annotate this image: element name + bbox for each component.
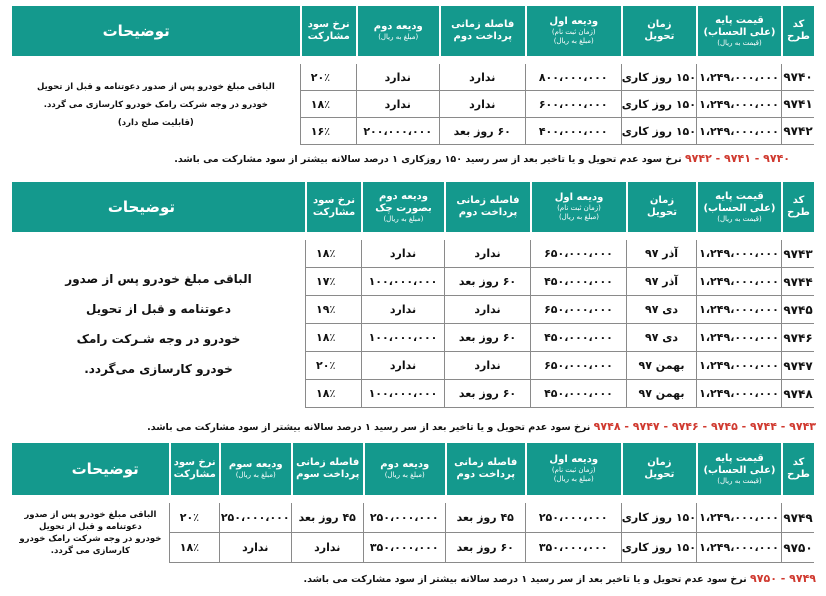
base-price: ۱،۲۴۹،۰۰۰،۰۰۰ <box>696 503 781 533</box>
note-codes: ۹۷۴۰ - ۹۷۴۱ - ۹۷۴۲ <box>684 152 790 165</box>
header-first-deposit: ودیعه اول (زمان ثبت نام) (مبلغ به ریال) <box>530 182 626 232</box>
table-3-note <box>303 572 816 585</box>
header-delivery: زمان تحویل <box>626 182 696 232</box>
delivery-time: ۱۵۰ روز کاری <box>621 533 696 563</box>
delivery-time: ۱۵۰ روز کاری <box>621 91 696 118</box>
plan-code: ۹۷۴۹ <box>781 503 814 533</box>
header-rate: نرخ سود مشارکت <box>300 6 356 56</box>
first-deposit: ۶۵۰،۰۰۰،۰۰۰ <box>530 240 626 268</box>
second-interval: ندارد <box>444 240 530 268</box>
second-deposit: ندارد <box>361 240 444 268</box>
second-deposit: ۲۵۰،۰۰۰،۰۰۰ <box>363 503 445 533</box>
second-interval: ندارد <box>439 91 525 118</box>
base-price: ۱،۲۴۹،۰۰۰،۰۰۰ <box>696 64 781 91</box>
second-interval: ۶۰ روز بعد <box>444 268 530 296</box>
profit-rate: ۱۹٪ <box>305 296 361 324</box>
first-deposit: ۸۰۰،۰۰۰،۰۰۰ <box>525 64 621 91</box>
profit-rate: ۲۰٪ <box>300 64 356 91</box>
header-second-deposit: ودیعه دوم بصورت چک (مبلغ به ریال) <box>361 182 444 232</box>
second-deposit: ۱۰۰،۰۰۰،۰۰۰ <box>361 380 444 408</box>
plan-code: ۹۷۴۸ <box>781 380 814 408</box>
note-text: نرخ سود عدم تحویل و یا تاخیر بعد از سر رسید ۱ درصد سالانه بیشتر از سود مشارکت می باشد. <box>303 574 751 585</box>
second-interval: ندارد <box>444 352 530 380</box>
table-row <box>12 240 814 268</box>
header-code: کد طرح <box>781 6 814 56</box>
profit-rate: ۱۸٪ <box>169 533 219 563</box>
header-second-interval: فاصله زمانی پرداخت دوم <box>445 443 525 495</box>
header-base-price: قیمت پایه (علی الحساب) (قیمت به ریال) <box>696 6 781 56</box>
table-3-header <box>12 443 814 495</box>
table-2-header <box>12 182 814 232</box>
profit-rate: ۱۸٪ <box>300 91 356 118</box>
note-text: نرخ سود عدم تحویل و یا تاخیر بعد از سر رسید ۱ درصد سالانه بیشتر از سود مشارکت می باشد. <box>147 422 594 433</box>
header-first-deposit: ودیعه اول (زمان ثبت نام) (مبلغ به ریال) <box>525 6 621 56</box>
table-2-note <box>147 420 816 433</box>
delivery-time: ۱۵۰ روز کاری <box>621 503 696 533</box>
delivery-time: آذر ۹۷ <box>626 240 696 268</box>
note-codes: ۹۷۴۹ - ۹۷۵۰ <box>750 572 816 585</box>
profit-rate: ۱۸٪ <box>305 240 361 268</box>
plan-code: ۹۷۴۷ <box>781 352 814 380</box>
header-second-deposit: ودیعه دوم (مبلغ به ریال) <box>356 6 439 56</box>
second-deposit: ندارد <box>361 352 444 380</box>
third-deposit: ۲۵۰،۰۰۰،۰۰۰ <box>219 503 291 533</box>
base-price: ۱،۲۴۹،۰۰۰،۰۰۰ <box>696 240 781 268</box>
header-delivery: زمان تحویل <box>621 6 696 56</box>
note-text: نرخ سود عدم تحویل و یا تاخیر بعد از سر رسید ۱۵۰ روزکاری ۱ درصد سالانه بیشتر از سود مشارکت می باشد. <box>174 154 685 165</box>
base-price: ۱،۲۴۹،۰۰۰،۰۰۰ <box>696 118 781 145</box>
profit-rate: ۱۸٪ <box>305 380 361 408</box>
profit-rate: ۱۶٪ <box>300 118 356 145</box>
plan-code: ۹۷۴۵ <box>781 296 814 324</box>
header-second-deposit: ودیعه دوم (مبلغ به ریال) <box>363 443 445 495</box>
plan-code: ۹۷۵۰ <box>781 533 814 563</box>
delivery-time: آذر ۹۷ <box>626 268 696 296</box>
header-description: توضیحات <box>12 182 305 232</box>
third-interval: ۴۵ روز بعد <box>291 503 363 533</box>
header-base-price: قیمت پایه (علی الحساب) (قیمت به ریال) <box>696 443 781 495</box>
delivery-time: بهمن ۹۷ <box>626 380 696 408</box>
plan-table-1 <box>12 6 814 145</box>
second-deposit: ندارد <box>361 296 444 324</box>
header-third-interval: فاصله زمانی پرداخت سوم <box>291 443 363 495</box>
table-1-note <box>174 152 790 165</box>
second-interval: ۶۰ روز بعد <box>439 118 525 145</box>
second-deposit: ندارد <box>356 91 439 118</box>
plan-code: ۹۷۴۶ <box>781 324 814 352</box>
delivery-time: دی ۹۷ <box>626 296 696 324</box>
description: الباقی مبلغ خودرو پس از صدور دعوتنامه و قبل از تحویل خودرو در وجه شـرکت رامک خودرو کارسازی می‌گردد. <box>65 272 252 376</box>
plan-code: ۹۷۴۲ <box>781 118 814 145</box>
table-1-header <box>12 6 814 56</box>
table-row <box>12 64 814 91</box>
second-interval: ۶۰ روز بعد <box>444 380 530 408</box>
header-code: کد طرح <box>781 182 814 232</box>
header-rate: نرخ سود مشارکت <box>169 443 219 495</box>
second-interval: ندارد <box>439 64 525 91</box>
base-price: ۱،۲۴۹،۰۰۰،۰۰۰ <box>696 324 781 352</box>
profit-rate: ۱۸٪ <box>305 324 361 352</box>
first-deposit: ۳۵۰،۰۰۰،۰۰۰ <box>525 533 621 563</box>
second-interval: ۶۰ روز بعد <box>444 324 530 352</box>
table-row <box>12 503 814 533</box>
header-first-deposit: ودیعه اول (زمان ثبت نام) (مبلغ به ریال) <box>525 443 621 495</box>
second-deposit: ۳۵۰،۰۰۰،۰۰۰ <box>363 533 445 563</box>
plan-code: ۹۷۴۰ <box>781 64 814 91</box>
first-deposit: ۴۵۰،۰۰۰،۰۰۰ <box>530 268 626 296</box>
plan-table-3 <box>12 443 814 563</box>
first-deposit: ۴۵۰،۰۰۰،۰۰۰ <box>530 380 626 408</box>
plan-code: ۹۷۴۳ <box>781 240 814 268</box>
second-interval: ندارد <box>444 296 530 324</box>
profit-rate: ۲۰٪ <box>169 503 219 533</box>
first-deposit: ۶۵۰،۰۰۰،۰۰۰ <box>530 296 626 324</box>
header-delivery: زمان تحویل <box>621 443 696 495</box>
second-interval: ۶۰ روز بعد <box>445 533 525 563</box>
base-price: ۱،۲۴۹،۰۰۰،۰۰۰ <box>696 533 781 563</box>
base-price: ۱،۲۴۹،۰۰۰،۰۰۰ <box>696 352 781 380</box>
profit-rate: ۲۰٪ <box>305 352 361 380</box>
note-codes: ۹۷۴۳ - ۹۷۴۴ - ۹۷۴۵ - ۹۷۴۶ - ۹۷۴۷ - ۹۷۴۸ <box>593 420 816 433</box>
first-deposit: ۶۵۰،۰۰۰،۰۰۰ <box>530 352 626 380</box>
description: الباقی مبلغ خودرو پس از صدور دعوتنامه و قبل از تحویل خودرو در وجه شرکت رامک خودرو کارسازی می گردد. <box>19 510 162 556</box>
delivery-time: ۱۵۰ روز کاری <box>621 64 696 91</box>
header-description: توضیحات <box>12 443 169 495</box>
second-deposit: ۲۰۰،۰۰۰،۰۰۰ <box>356 118 439 145</box>
header-rate: نرخ سود مشارکت <box>305 182 361 232</box>
delivery-time: بهمن ۹۷ <box>626 352 696 380</box>
header-third-deposit: ودیعه سوم (مبلغ به ریال) <box>219 443 291 495</box>
base-price: ۱،۲۴۹،۰۰۰،۰۰۰ <box>696 296 781 324</box>
second-deposit: ندارد <box>356 64 439 91</box>
first-deposit: ۲۵۰،۰۰۰،۰۰۰ <box>525 503 621 533</box>
first-deposit: ۴۵۰،۰۰۰،۰۰۰ <box>530 324 626 352</box>
base-price: ۱،۲۴۹،۰۰۰،۰۰۰ <box>696 380 781 408</box>
base-price: ۱،۲۴۹،۰۰۰،۰۰۰ <box>696 91 781 118</box>
first-deposit: ۶۰۰،۰۰۰،۰۰۰ <box>525 91 621 118</box>
header-code: کد طرح <box>781 443 814 495</box>
header-second-interval: فاصله زمانی پرداخت دوم <box>439 6 525 56</box>
base-price: ۱،۲۴۹،۰۰۰،۰۰۰ <box>696 268 781 296</box>
header-second-interval: فاصله زمانی پرداخت دوم <box>444 182 530 232</box>
header-description: توضیحات <box>12 6 300 56</box>
delivery-time: دی ۹۷ <box>626 324 696 352</box>
plan-table-2 <box>12 182 814 408</box>
third-deposit: ندارد <box>219 533 291 563</box>
first-deposit: ۴۰۰،۰۰۰،۰۰۰ <box>525 118 621 145</box>
second-deposit: ۱۰۰،۰۰۰،۰۰۰ <box>361 324 444 352</box>
plan-code: ۹۷۴۱ <box>781 91 814 118</box>
third-interval: ندارد <box>291 533 363 563</box>
second-interval: ۴۵ روز بعد <box>445 503 525 533</box>
profit-rate: ۱۷٪ <box>305 268 361 296</box>
plan-code: ۹۷۴۴ <box>781 268 814 296</box>
description: الباقی مبلغ خودرو پس از صدور دعوتنامه و قبل از تحویل خودرو در وجه شرکت رامک خودرو کارسازی می گردد. (قابلیت صلح دارد) <box>36 81 275 128</box>
header-base-price: قیمت پایه (علی الحساب) (قیمت به ریال) <box>696 182 781 232</box>
delivery-time: ۱۵۰ روز کاری <box>621 118 696 145</box>
second-deposit: ۱۰۰،۰۰۰،۰۰۰ <box>361 268 444 296</box>
